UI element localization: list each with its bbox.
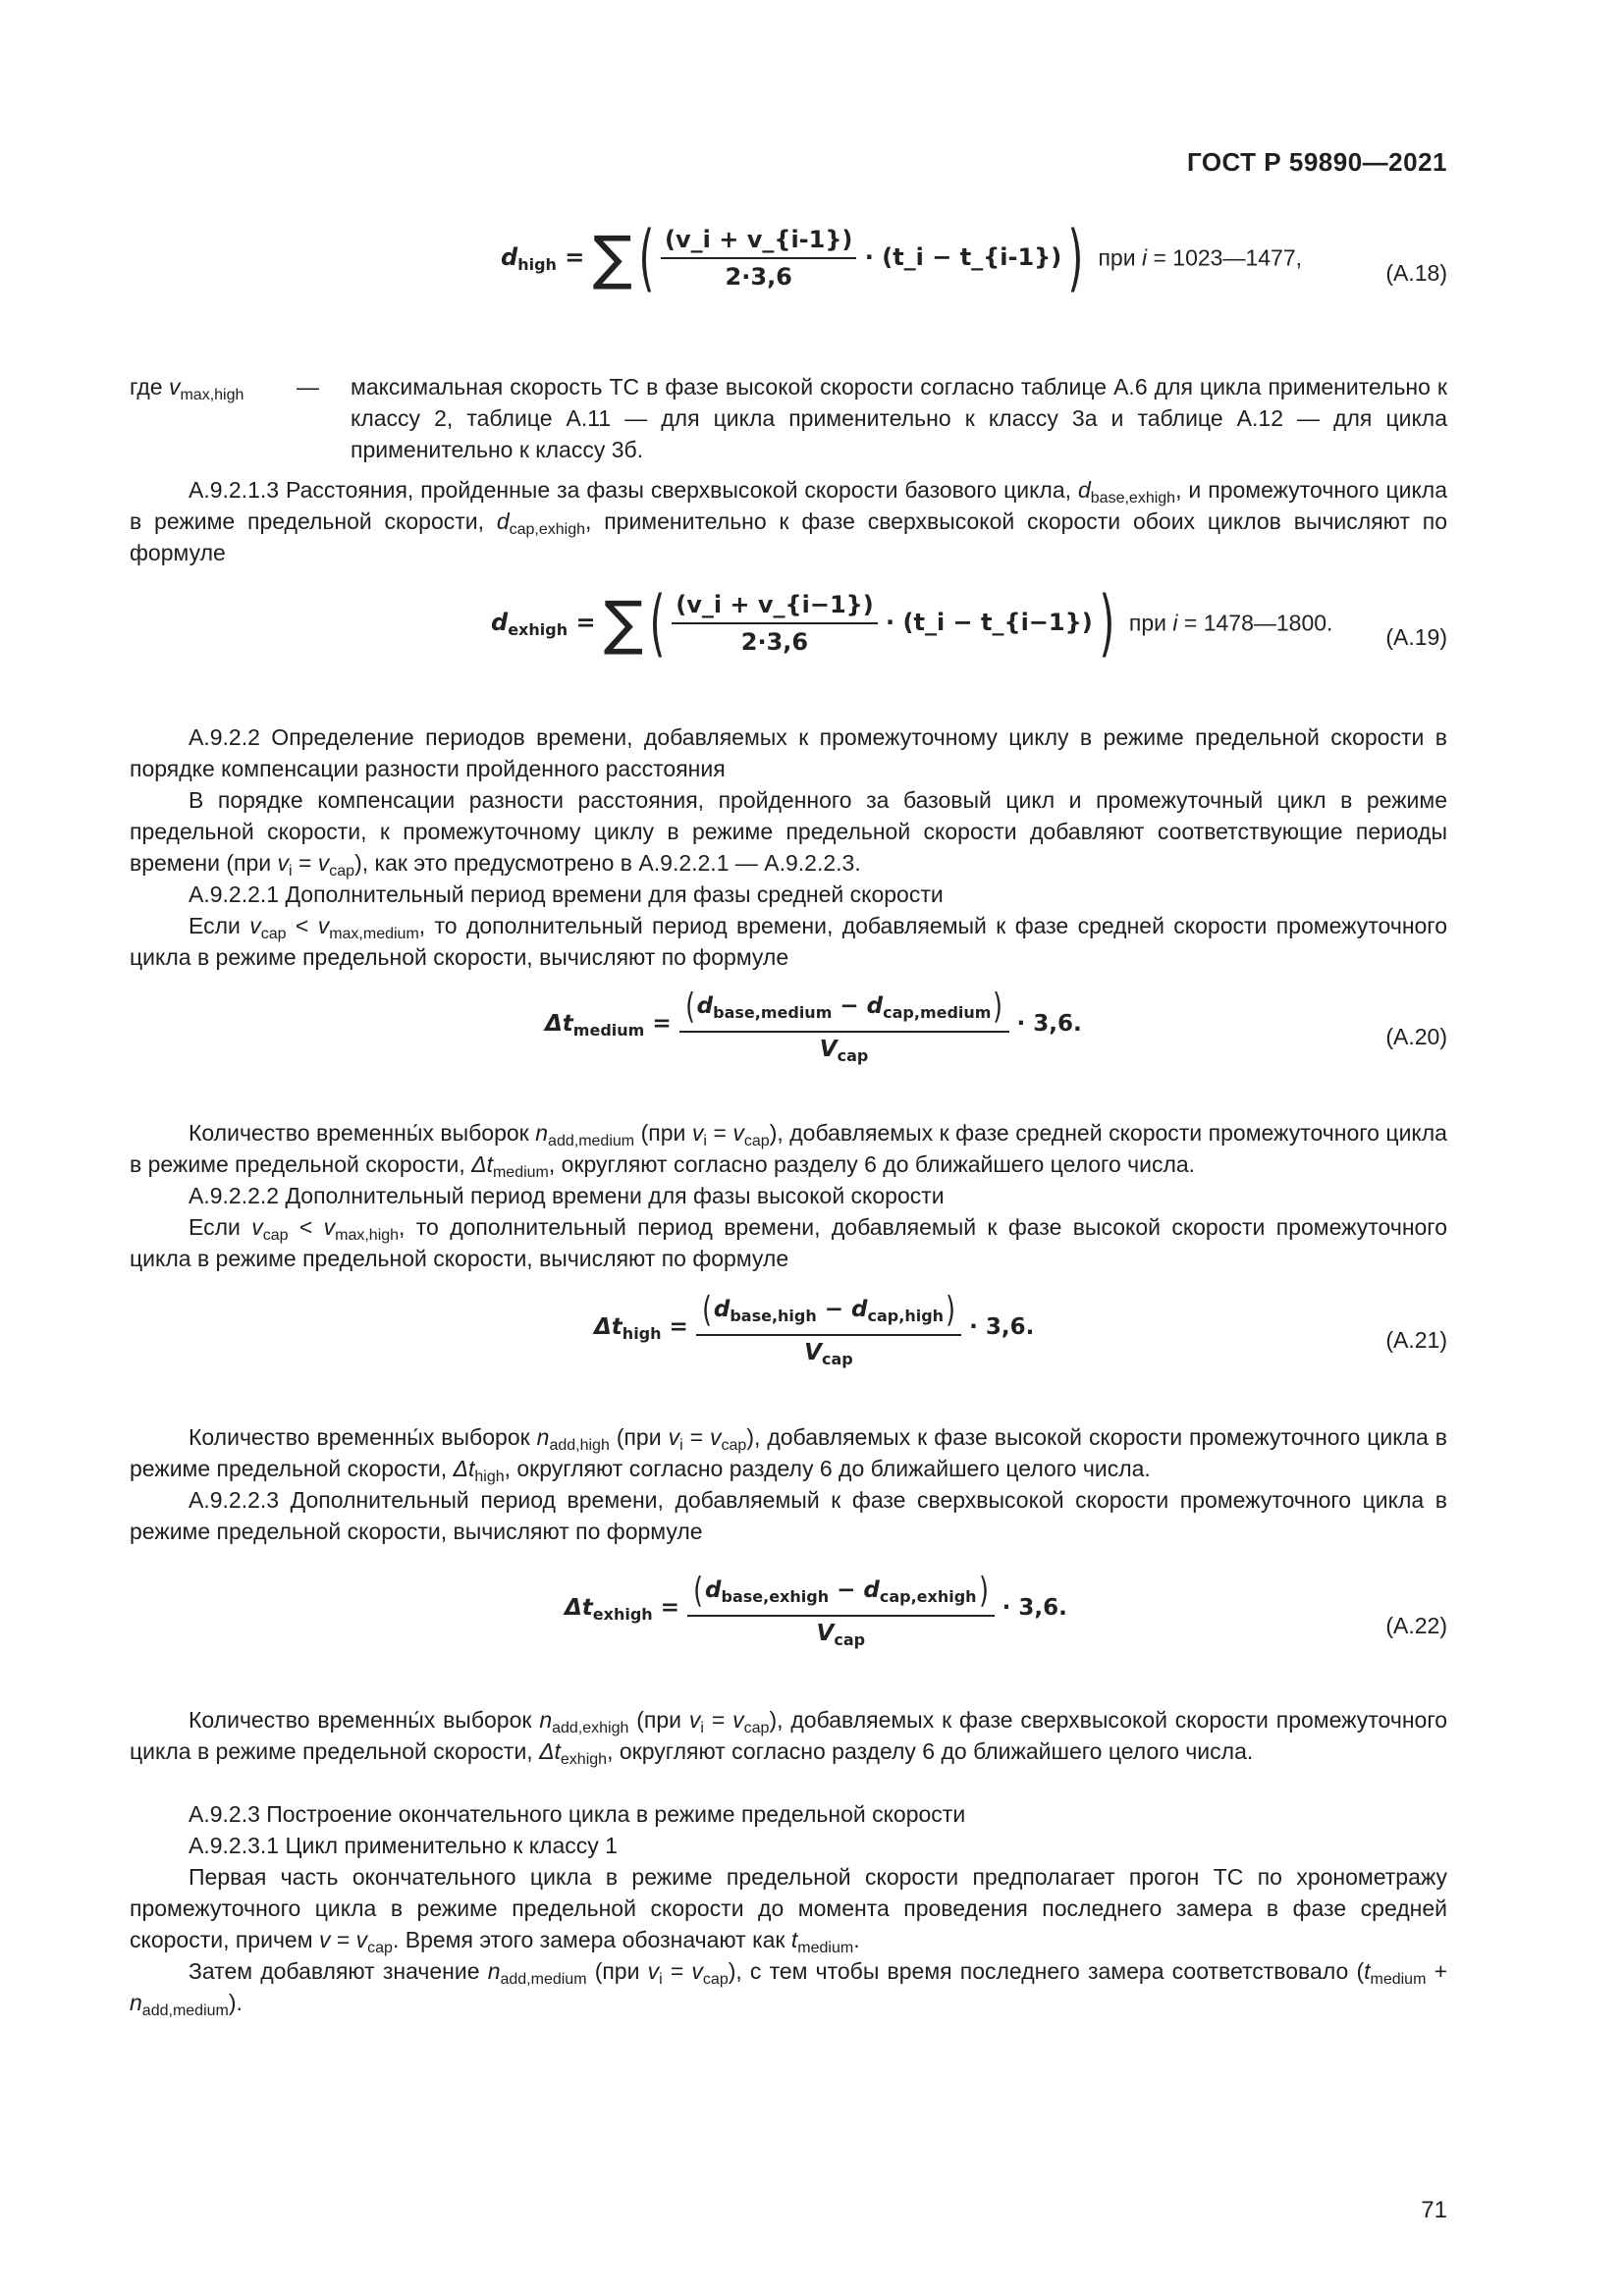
paragraph-first-part: Первая часть окончательного цикла в режиме предельной скорости предполагает прогон ТС по хронометражу промежуточного цикла в режиме предельной скорости до момента проведения последнего замера в фазе средней скорости, причем $v = v_{cap}$. Время этого замера обозначают как $t_{medium}$. xyxy=(130,1864,1447,1956)
paragraph-a9222: А.9.2.2.2 Дополнительный период времени для фазы высокой скорости xyxy=(189,1183,945,1208)
equation-number: (А.18) xyxy=(1385,260,1447,286)
equation-a21: $\Delta t_{high}$ = $\frac{(d_{base,high} - d_{cap,high})}{V_{cap}}$ · 3,6. xyxy=(594,1290,1035,1368)
paragraph-medium-condition: Если $v_{cap} < v_{max,medium}$, то дополнительный период времени, добавляемый к фазе средней скорости промежуточного цикла в режиме предельной скорости, вычисляют по формуле xyxy=(130,913,1447,970)
eq-a18-numerator: (v_i + v_{i-1}) xyxy=(661,226,856,259)
page-number: 71 xyxy=(1421,2197,1447,2223)
equation-number: (А.19) xyxy=(1385,624,1447,650)
equation-a20: $\Delta t_{medium}$ = $\frac{(d_{base,medium} - d_{cap,medium})}{V_{cap}}$ · 3,6. xyxy=(545,987,1082,1065)
eq-a18-factor: (t_i − t_{i-1}) xyxy=(882,243,1062,271)
paragraph-a9221: А.9.2.2.1 Дополнительный период времени для фазы средней скорости xyxy=(189,881,944,907)
paragraph-a92113: А.9.2.1.3 Расстояния, пройденные за фазы сверхвысокой скорости базового цикла, $d_{base,exhigh}$, и промежуточного цикла в режиме предельной скорости, $d_{cap,exhigh}$, применительно к фазе сверхвысокой скорости обоих циклов вычисляют по формуле xyxy=(130,477,1448,565)
paragraph-a9223: А.9.2.2.3 Дополнительный период времени, добавляемый к фазе сверхвысокой скорости промежуточного цикла в режиме предельной скорости, вычисляют по формуле xyxy=(130,1487,1447,1544)
equation-number: (А.21) xyxy=(1385,1327,1447,1353)
paragraph-compensation: В порядке компенсации разности расстояния, пройденного за базовый цикл и промежуточный цикл в режиме предельной скорости, к промежуточному циклу в режиме предельной скорости добавляют соответствующие периоды времени (при $v_i = v_{cap}$), как это предусмотрено в А.9.2.2.1 — А.9.2.2.3. xyxy=(130,787,1447,880)
where-clause: где $v_{max,high}$ — максимальная скорость ТС в фазе высокой скорости согласно таблице А.6 для цикла применительно к классу 2, таблице А.11 — для цикла применительно к классу 3а и таблице А.12 — для цикла применительно к классу 3б. xyxy=(130,371,244,402)
eq-a18-lhs-sub: high xyxy=(517,255,557,274)
equation-a18: $d_{high}$ = ∑( $\frac{(v\_i + v\_\{i-1\})}{2\cdot 3,6}$ · (t_i − t_{i-1})) при i = 1023—1477, xyxy=(501,216,1302,300)
equation-a19: $d_{exhigh}$ = ∑( $\frac{(v\_i + v\_\{i-1\})}{2\cdot 3,6}$ · (t_i − t_{i−1})) при i = 1478—1800. xyxy=(491,581,1333,666)
document-header: ГОСТ Р 59890—2021 xyxy=(1186,147,1447,177)
eq-a18-lhs: d xyxy=(501,243,518,271)
equation-number: (А.20) xyxy=(1385,1024,1447,1049)
paragraph-a92231: А.9.2.3.1 Цикл применительно к классу 1 xyxy=(189,1833,618,1858)
where-definition: максимальная скорость ТС в фазе высокой скорости согласно таблице А.6 для цикла применительно к классу 2, таблице А.11 — для цикла применительно к классу 3а и таблице А.12 — для цикла применительно к классу 3б. xyxy=(351,374,1447,462)
paragraph-then-add: Затем добавляют значение $n_{add,medium}$ (при $v_i = v_{cap}$), с тем чтобы время последнего замера соответствовало $(t_{medium} + n_{add,medium})$. xyxy=(130,1958,1447,2019)
eq-a18-denominator: 2·3,6 xyxy=(725,263,792,291)
paragraph-a922: А.9.2.2 Определение периодов времени, добавляемых к промежуточному циклу в режиме предельной скорости в порядке компенсации разности пройденного расстояния xyxy=(130,724,1447,781)
equation-a22: $\Delta t_{exhigh}$ = $\frac{(d_{base,exhigh} - d_{cap,exhigh})}{V_{cap}}$ · 3,6. xyxy=(565,1571,1067,1649)
eq-a18-condition: = 1023—1477, xyxy=(1147,244,1302,271)
equation-number: (А.22) xyxy=(1385,1613,1447,1638)
paragraph-samples-exhigh: Количество временны́х выборок $n_{add,exhigh}$ (при $v_i = v_{cap}$), добавляемых к фазе сверхвысокой скорости промежуточного цикла в режиме предельной скорости, $\Delta t_{exhigh}$, округляют согласно разделу 6 до ближайшего целого числа. xyxy=(130,1707,1447,1768)
sigma-symbol: ∑ xyxy=(603,589,644,658)
paragraph-samples-high: Количество временны́х выборок $n_{add,high}$ (при $v_i = v_{cap}$), добавляемых к фазе высокой скорости промежуточного цикла в режиме предельной скорости, $\Delta t_{high}$, округляют согласно разделу 6 до ближайшего целого числа. xyxy=(130,1424,1447,1485)
paragraph-high-condition: Если $v_{cap} < v_{max,high}$, то дополнительный период времени, добавляемый к фазе высокой скорости промежуточного цикла в режиме предельной скорости, вычисляют по формуле xyxy=(130,1214,1447,1271)
paragraph-samples-medium: Количество временны́х выборок $n_{add,medium}$ (при $v_i = v_{cap}$), добавляемых к фазе средней скорости промежуточного цикла в режиме предельной скорости, $\Delta t_{medium}$, округляют согласно разделу 6 до ближайшего целого числа. xyxy=(130,1120,1447,1181)
sigma-symbol: ∑ xyxy=(592,224,633,293)
paragraph-a9223-heading: А.9.2.3 Построение окончательного цикла в режиме предельной скорости xyxy=(189,1801,966,1827)
